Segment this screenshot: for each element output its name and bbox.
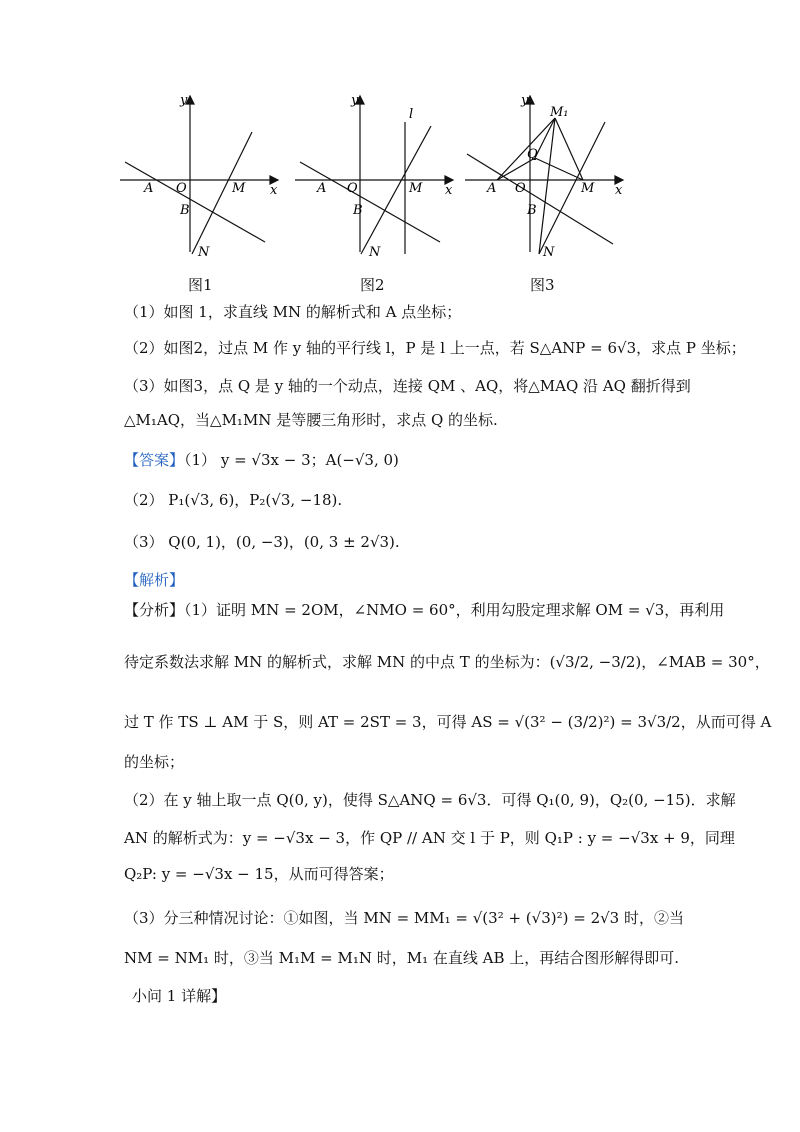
figure-2-diagram: [295, 92, 460, 262]
analysis-line-5: （2）在 y 轴上取一点 Q(0, y)，使得 S△ANQ = 6√3．可得 Q₁(0, 9)，Q₂(0, −15)．求解: [124, 791, 736, 809]
label-o: O: [347, 181, 358, 196]
analysis-label: 【解析】: [124, 571, 185, 589]
label-y: y: [351, 93, 359, 108]
answer-line-3: （3） Q(0, 1)，(0, −3)，(0, 3 ± 2√3).: [124, 533, 400, 551]
answer-row-1: [124, 450, 399, 470]
line-mn: [539, 122, 605, 254]
label-x: x: [445, 183, 453, 198]
segment-m1-n: [539, 118, 555, 254]
label-o: O: [515, 181, 526, 196]
label-o: O: [176, 181, 187, 196]
label-b: B: [180, 203, 190, 218]
segment-m1-m: [555, 118, 583, 180]
label-m: M: [232, 181, 246, 196]
label-x: x: [615, 183, 623, 198]
answer-line-1: （1） y = √3x − 3；A(−√3, 0): [184, 451, 399, 469]
analysis-line-8: （3）分三种情况讨论：①如图，当 MN = MM₁ = √(3² + (√3)²) = 2√3 时，②当: [124, 909, 684, 927]
analysis-line-6: AN 的解析式为：y = −√3x − 3，作 QP // AN 交 l 于 P，则 Q₁P : y = −√3x + 9，同理: [124, 829, 735, 847]
analysis-line-1: 【分析】（1）证明 MN = 2OM，∠NMO = 60°，利用勾股定理求解 OM = √3，再利用: [124, 601, 725, 619]
label-n: N: [543, 245, 555, 260]
segment-a-m1: [497, 118, 555, 180]
analysis-line-2: 待定系数法求解 MN 的解析式，求解 MN 的中点 T 的坐标为：(√3/2, −3/2)，∠MAB = 30°，: [124, 653, 770, 671]
question-3-line-2: △M₁AQ，当△M₁MN 是等腰三角形时，求点 Q 的坐标.: [124, 411, 498, 429]
analysis-line-10: 小问 1 详解】: [132, 987, 227, 1005]
line-ab: [125, 162, 265, 242]
label-l: l: [409, 107, 414, 122]
label-a: A: [317, 181, 327, 196]
label-m1: M₁: [550, 105, 569, 120]
figure-2-caption: 图2: [360, 276, 385, 294]
label-q: Q: [527, 147, 538, 162]
question-3-line-1: （3）如图3，点 Q 是 y 轴的一个动点，连接 QM 、AQ，将△MAQ 沿 AQ 翻折得到: [124, 377, 691, 395]
figure-1-diagram: [120, 92, 285, 262]
question-1: （1）如图 1，求直线 MN 的解析式和 A 点坐标；: [124, 303, 462, 321]
label-n: N: [369, 245, 381, 260]
label-y: y: [180, 93, 188, 108]
figure-3: [465, 92, 635, 266]
question-2: （2）如图2，过点 M 作 y 轴的平行线 l，P 是 l 上一点，若 S△ANP = 6√3，求点 P 坐标；: [124, 339, 746, 357]
figure-2: [295, 92, 460, 266]
line-ab: [300, 162, 440, 242]
label-y: y: [521, 93, 529, 108]
analysis-line-7: Q₂P: y = −√3x − 15，从而可得答案；: [124, 865, 394, 883]
analysis-line-3: 过 T 作 TS ⊥ AM 于 S，则 AT = 2ST = 3，可得 AS = √(3² − (3/2)²) = 3√3/2，从而可得 A: [124, 713, 772, 731]
answer-line-2: （2） P₁(√3, 6)，P₂(√3, −18).: [124, 491, 343, 509]
label-a: A: [144, 181, 154, 196]
label-m: M: [581, 181, 595, 196]
line-ab: [467, 154, 613, 244]
figure-1-caption: 图1: [188, 276, 213, 294]
label-b: B: [527, 203, 537, 218]
segment-q-m1: [535, 118, 555, 158]
analysis-line-4: 的坐标；: [124, 753, 185, 771]
label-m: M: [409, 181, 423, 196]
analysis-line-9: NM = NM₁ 时，③当 M₁M = M₁N 时，M₁ 在直线 AB 上，再结合图形解得即可.: [124, 949, 680, 967]
label-b: B: [353, 203, 363, 218]
label-n: N: [198, 245, 210, 260]
label-x: x: [270, 183, 278, 198]
figure-3-diagram: [465, 92, 635, 262]
figure-1: [120, 92, 285, 266]
segment-q-m: [535, 158, 583, 180]
label-a: A: [487, 181, 497, 196]
answer-label: 【答案】: [124, 451, 185, 469]
figure-3-caption: 图3: [530, 276, 555, 294]
